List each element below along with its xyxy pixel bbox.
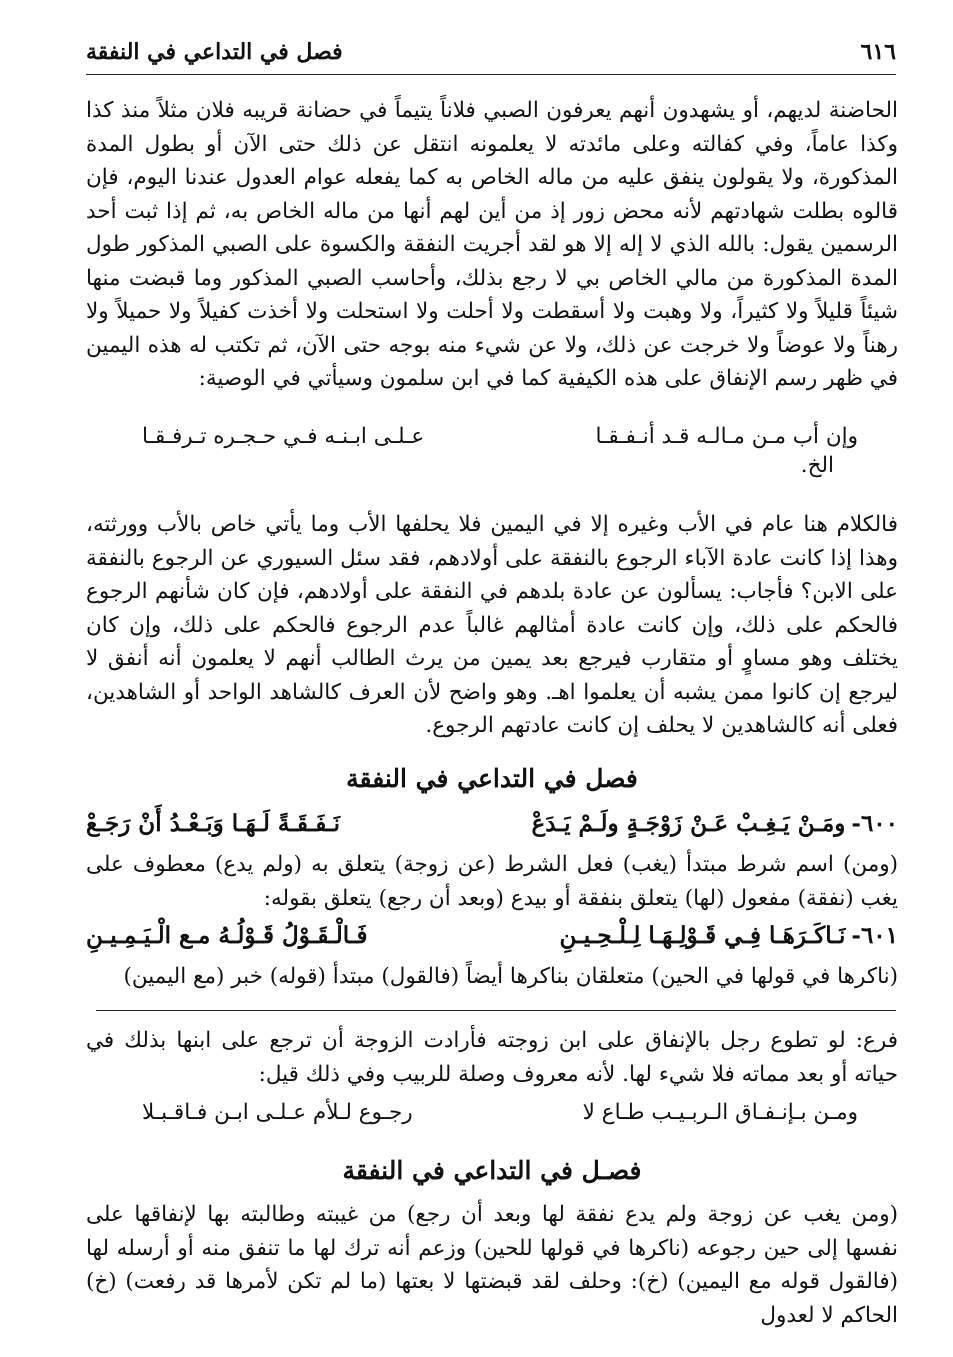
verse-1-end: الخ. xyxy=(800,453,834,478)
poem-line-601 xyxy=(86,922,898,949)
commentary-601 xyxy=(86,960,898,994)
paragraph-3 xyxy=(86,1198,898,1332)
paragraph-1-text: الحاضنة لديهم، أو يشهدون أنهم يعرفون الصبي فلاناً يتيماً في حضانة قريبه فلان مثلاً منذ كذا وكذا عاماً، وفي كفالته وعلى مائدته لا يعلمونه انتقل عن ذلك حتى الآن أو بطول المدة المذكورة، ولا يقولون ينفق عليه من ماله الخاص به كما يفعله عوام العدول عندنا اليوم، فإن قالوه بطلت شهادتهم لأنه محض زور إذ من أين لهم أنها من ماله الخاص به، ثم إذا ثبت أحد الرسمين يقول: بالله الذي لا إله إلا هو لقد أجريت النفقة والكسوة على الصبي المذكور طول المدة المذكورة من مالي الخاص بي لا رجع بذلك، وأحاسب الصبي المذكور وما قبضت منها شيئاً قليلاً ولا كثيراً، ولا وهبت ولا أسقطت ولا أحلت ولا استحلت ولا أخذت كفيلاً ولا حميلاً ولا رهناً ولا عوضاً ولا خرجت عن ذلك، ولا عن شيء منه بوجه حتى الآن، ثم تكتب له هذه اليمين في ظهر رسم الإنفاق على هذه الكيفية كما في ابن سلمون وسيأتي في الوصية: xyxy=(86,98,898,391)
commentary-600 xyxy=(86,848,898,915)
verse-1-right: وإن أب مـن مـالـه قـد أنـفـقـا xyxy=(595,424,858,449)
verse-1-left: عـلـى ابـنـه فـي حـجـره تـرفـقـا xyxy=(142,424,425,449)
commentary-601-text: (ناكرها في قولها في الحين) متعلقان بناكرها أيضاً (فالقول) مبتدأ (قوله) خبر (مع اليمين) xyxy=(123,964,898,989)
poem-601-left: فَـالْـقَـوْلُ قَـوْلُـهُ مـع الْـيَـمِـيـنِ xyxy=(86,922,368,949)
section-heading-2: فصـل في التداعي في النفقة xyxy=(342,1156,642,1185)
page-header xyxy=(86,30,896,75)
poem-line-600 xyxy=(86,810,898,837)
paragraph-1 xyxy=(86,94,898,396)
poem-600-left: نَـفَـقَـةً لَـهَـا وَبَـعْـدُ أَنْ رَجَـعْ xyxy=(86,810,341,837)
commentary-600-text: (ومن) اسم شرط مبتدأ (يغب) فعل الشرط (عن زوجة) يتعلق به (ولم يدع) معطوف على يغب (نفقة) مفعول (لها) يتعلق بنفقة أو بيدع (وبعد أن رجع) يتعلق بقوله: xyxy=(86,852,898,911)
verse-2-left: رجـوع لـلأم عـلـى ابـن فـاقـبـلا xyxy=(142,1100,413,1125)
poem-600-number: ٦٠٠- xyxy=(851,810,898,837)
footnote-divider xyxy=(96,1010,896,1011)
paragraph-2 xyxy=(86,508,898,743)
poem-601-right: نَـاكَـرَهَـا فِـي قَـوْلِـهَـا لِـلْـحِـيـنِ xyxy=(559,922,846,949)
verse-1 xyxy=(86,424,898,478)
footnote-text: فرع: لو تطوع رجل بالإنفاق على ابن زوجته فأرادت الزوجة أن ترجع على ابنها بذلك في حياته أو بعد مماته فلا شيء لها. لأنه معروف وصلة للربيب وفي ذلك قيل: xyxy=(86,1028,898,1087)
paragraph-3-text: (ومن يغب عن زوجة ولم يدع نفقة لها وبعد أن رجع) من غيبته وطالبته بها لإنفاقها على نفسها إلى حين رجوعه (ناكرها في قولها للحين) وزعم أنه ترك لها ما تنفق منه أو أرسله لها (فالقول قوله مع اليمين) (خ): وحلف لقد قبضتها لا بعتها (ما لم تكن لأمرها قد رفعت) (خ) الحاكم لا لعدول xyxy=(86,1202,898,1328)
poem-601-number: ٦٠١- xyxy=(851,922,898,949)
paragraph-2-text: فالكلام هنا عام في الأب وغيره إلا في اليمين فلا يحلفها الأب وما يأتي خاص بالأب وورثته، وهذا إذا كانت عادة الآباء الرجوع بالنفقة على أولادهم، فقد سئل السيوري عن الرجوع بالنفقة على الابن؟ فأجاب: يسألون عن عادة بلدهم في النفقة على أولادهم، فإن كان شأنهم الرجوع فالحكم على ذلك، وإن كانت عادة أمثالهم غالباً عدم الرجوع فالحكم على ذلك، وإن كان يختلف وهو مساوٍ أو متقارب فيرجع بعد يمين من يرث الطالب أنهم لا يعلمون أنه أنفق لا ليرجع إن كانوا ممن يشبه أن يعلموا اهـ. وهو واضح لأن العرف كالشاهد الواحد أو الشاهدين، فعلى أنه كالشاهدين لا يحلف إن كانت عادتهم الرجوع. xyxy=(86,512,898,738)
verse-2-right: ومـن بـإنـفـاق الـربـيـب طـاع لا xyxy=(582,1100,858,1125)
footnote xyxy=(86,1024,898,1091)
verse-2 xyxy=(86,1100,898,1125)
poem-600-right: ومَـنْ يَـغِـبْ عَـنْ زَوْجَـةٍ ولَـمْ يَـدَعْ xyxy=(531,810,846,837)
section-heading-1: فصل في التداعي في النفقة xyxy=(346,764,638,793)
page-number: ٦١٦ xyxy=(860,39,896,65)
page-title: فصل في التداعي في النفقة xyxy=(86,39,343,65)
